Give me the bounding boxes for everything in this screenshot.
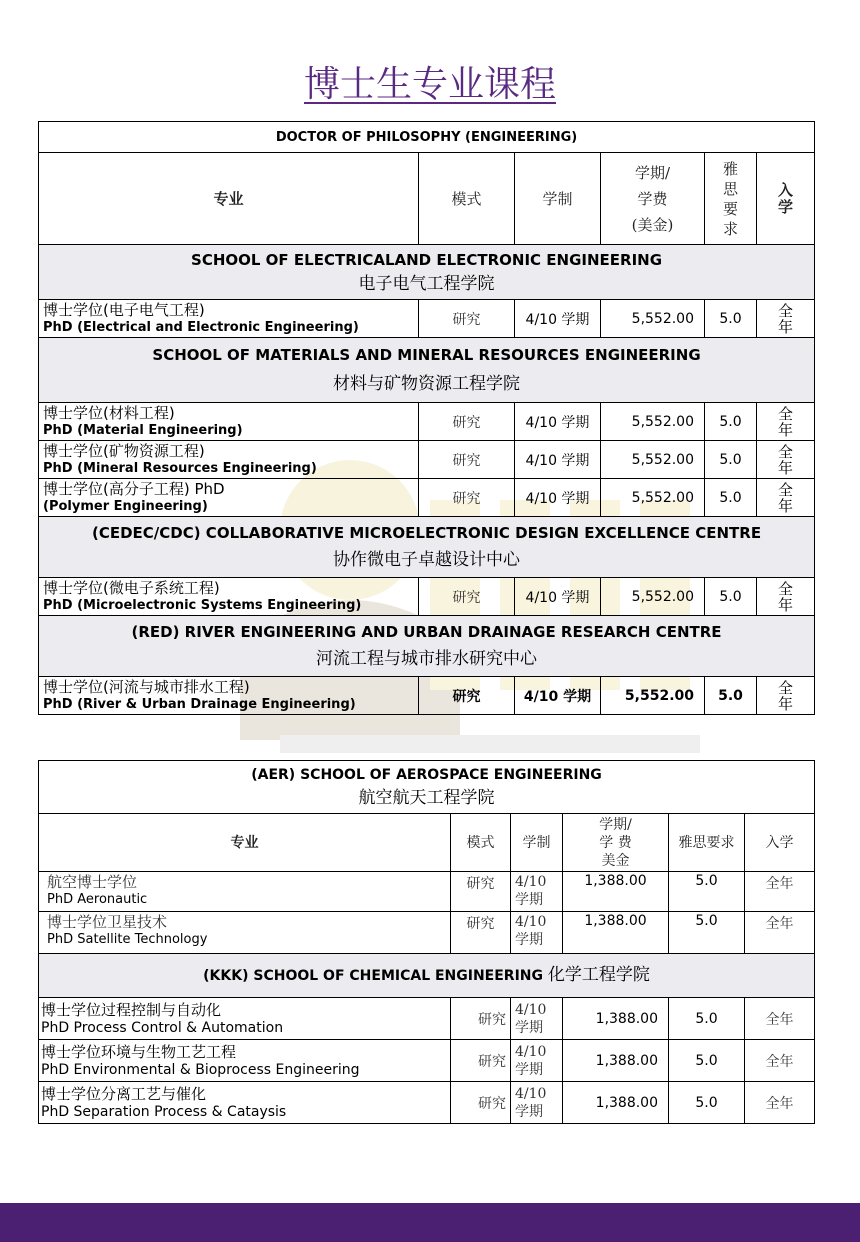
header-ielts — [705, 153, 757, 245]
aer-title-zh: 航空航天工程学院 — [358, 788, 495, 808]
intake-cell — [757, 403, 815, 441]
intake-cell — [757, 578, 815, 616]
table-row — [39, 998, 815, 1040]
fee-cell: 5,552.00 — [601, 479, 705, 517]
duration-cell: 4/10 学期 — [515, 479, 601, 517]
programme-zh: 博士学位(材料工程) — [43, 404, 175, 422]
duration-cell — [511, 912, 563, 954]
mode-cell: 研究 — [419, 578, 515, 616]
header-fee-line2: 学 费 — [599, 834, 632, 851]
programme-cell — [39, 300, 419, 338]
programme-en: PhD Process Control & Automation — [41, 1020, 284, 1036]
intake-char: 全 — [778, 579, 794, 598]
mode-cell: 研究 — [419, 441, 515, 479]
ielts-cell: 5.0 — [669, 872, 745, 912]
table-row — [39, 1040, 815, 1082]
intake-char: 年 — [778, 458, 794, 477]
mode-cell: 研究 — [451, 1040, 511, 1082]
programme-zh: 博士学位过程控制与自动化 — [41, 1001, 222, 1019]
header-ielts-char: 求 — [722, 219, 738, 238]
programme-zh: 博士学位环境与生物工艺工程 — [41, 1043, 237, 1061]
programme-zh: 航空博士学位 — [47, 873, 138, 891]
header-intake-char: 学 — [778, 197, 794, 216]
intake-char: 全 — [778, 480, 794, 499]
header-programme: 专业 — [39, 153, 419, 245]
programme-zh: 博士学位(高分子工程) PhD — [43, 480, 225, 498]
fee-cell: 1,388.00 — [563, 912, 669, 954]
header-fee-line3: 美金 — [601, 852, 630, 869]
duration-cell — [511, 872, 563, 912]
programme-cell — [39, 403, 419, 441]
ielts-cell: 5.0 — [669, 1040, 745, 1082]
intake-char: 全 — [778, 404, 794, 423]
mode-cell: 研究 — [419, 300, 515, 338]
duration-value: 4/10 — [515, 1085, 547, 1102]
header-fee-line2: 学费 — [637, 189, 668, 208]
intake-char: 年 — [778, 496, 794, 515]
section-name-zh: 电子电气工程学院 — [358, 274, 495, 294]
ielts-cell: 5.0 — [705, 441, 757, 479]
programme-en: PhD Environmental & Bioprocess Engineering — [41, 1062, 360, 1078]
duration-value: 4/10 — [515, 914, 547, 930]
programme-cell — [39, 998, 451, 1040]
ielts-cell: 5.0 — [669, 1082, 745, 1124]
duration-unit: 学期 — [515, 1103, 543, 1120]
duration-value: 4/10 — [515, 1001, 547, 1018]
header-fee-line1: 学期/ — [634, 163, 671, 182]
mode-cell: 研究 — [451, 912, 511, 954]
programme-cell — [39, 479, 419, 517]
ielts-cell: 5.0 — [705, 300, 757, 338]
duration-cell: 4/10 学期 — [515, 441, 601, 479]
fee-cell: 5,552.00 — [601, 677, 705, 715]
programme-cell — [39, 1040, 451, 1082]
intake-cell — [757, 479, 815, 517]
fee-cell: 1,388.00 — [563, 1082, 669, 1124]
header-mode: 模式 — [451, 814, 511, 872]
section-banner — [39, 245, 815, 300]
section-name-zh: 河流工程与城市排水研究中心 — [316, 649, 538, 669]
ielts-cell: 5.0 — [705, 479, 757, 517]
fee-cell: 1,388.00 — [563, 1040, 669, 1082]
programme-en: PhD (River & Urban Drainage Engineering) — [43, 697, 356, 712]
ielts-cell: 5.0 — [705, 578, 757, 616]
header-intake — [757, 153, 815, 245]
page-title: 博士生专业课程 — [303, 64, 556, 105]
duration-value: 4/10 — [515, 1043, 547, 1060]
duration-cell: 4/10 学期 — [515, 677, 601, 715]
programme-cell — [39, 912, 451, 954]
mode-cell: 研究 — [419, 677, 515, 715]
programme-en: PhD (Electrical and Electronic Engineering) — [43, 320, 359, 335]
programme-en: PhD (Microelectronic Systems Engineering) — [43, 598, 362, 613]
table-title: DOCTOR OF PHILOSOPHY (ENGINEERING) — [39, 122, 815, 153]
programme-cell — [39, 441, 419, 479]
fee-cell: 5,552.00 — [601, 578, 705, 616]
kkk-banner — [39, 954, 815, 998]
duration-value: 4/10 — [515, 874, 547, 890]
fee-cell: 5,552.00 — [601, 441, 705, 479]
duration-unit: 学期 — [515, 892, 543, 908]
programme-zh: 博士学位(电子电气工程) — [43, 301, 205, 319]
aerospace-chemical-table — [38, 760, 815, 1124]
intake-cell: 全年 — [745, 998, 815, 1040]
section-banner — [39, 517, 815, 578]
programme-en: PhD Satellite Technology — [47, 932, 208, 947]
header-fee — [563, 814, 669, 872]
section-banner — [39, 616, 815, 677]
header-ielts-char: 要 — [722, 199, 738, 218]
header-ielts-char: 雅 — [722, 159, 738, 178]
header-ielts: 雅思要求 — [669, 814, 745, 872]
section-name-en: SCHOOL OF ELECTRICALAND ELECTRONIC ENGINEERING — [191, 251, 663, 269]
mode-cell: 研究 — [419, 403, 515, 441]
fee-cell: 5,552.00 — [601, 300, 705, 338]
intake-cell — [757, 677, 815, 715]
header-fee-line3: (美金) — [631, 215, 674, 234]
mode-cell: 研究 — [451, 998, 511, 1040]
duration-cell — [511, 1082, 563, 1124]
table-row — [39, 1082, 815, 1124]
intake-char: 年 — [778, 694, 794, 713]
programme-zh: 博士学位(河流与城市排水工程) — [43, 678, 250, 696]
programme-en: PhD (Mineral Resources Engineering) — [43, 461, 317, 476]
duration-unit: 学期 — [515, 1061, 543, 1078]
duration-cell — [511, 998, 563, 1040]
intake-cell: 全年 — [745, 1082, 815, 1124]
header-ielts-char: 思 — [722, 179, 738, 198]
programme-en: PhD Separation Process & Cataysis — [41, 1104, 287, 1120]
intake-cell: 全年 — [745, 872, 815, 912]
duration-cell: 4/10 学期 — [515, 578, 601, 616]
programme-zh: 博士学位(微电子系统工程) — [43, 579, 220, 597]
fee-cell: 1,388.00 — [563, 872, 669, 912]
duration-unit: 学期 — [515, 1019, 543, 1036]
intake-char: 全 — [778, 442, 794, 461]
header-fee — [601, 153, 705, 245]
kkk-title-en: (KKK) SCHOOL OF CHEMICAL ENGINEERING — [203, 968, 544, 984]
header-intake: 入学 — [745, 814, 815, 872]
intake-cell: 全年 — [745, 912, 815, 954]
duration-cell: 4/10 学期 — [515, 403, 601, 441]
footer-bar — [0, 1203, 860, 1242]
header-fee-line1: 学期/ — [599, 816, 632, 833]
header-programme: 专业 — [39, 814, 451, 872]
duration-cell — [511, 1040, 563, 1082]
section-name-en: SCHOOL OF MATERIALS AND MINERAL RESOURCES ENGINEERING — [152, 346, 701, 364]
ielts-cell: 5.0 — [669, 912, 745, 954]
programme-en: PhD (Material Engineering) — [43, 423, 243, 438]
mode-cell: 研究 — [419, 479, 515, 517]
section-banner — [39, 338, 815, 403]
programme-en: PhD Aeronautic — [47, 892, 148, 907]
ielts-cell: 5.0 — [705, 403, 757, 441]
header-mode: 模式 — [419, 153, 515, 245]
header-intake-char: 入 — [778, 180, 794, 199]
table-row — [39, 441, 815, 479]
programme-cell — [39, 677, 419, 715]
programme-cell — [39, 1082, 451, 1124]
aer-banner — [39, 761, 815, 814]
programme-cell — [39, 578, 419, 616]
programme-zh: 博士学位卫星技术 — [47, 913, 168, 931]
intake-char: 全 — [778, 678, 794, 697]
fee-cell: 5,552.00 — [601, 403, 705, 441]
kkk-title-zh: 化学工程学院 — [547, 965, 650, 985]
header-duration: 学制 — [515, 153, 601, 245]
section-name-en: (RED) RIVER ENGINEERING AND URBAN DRAINAGE RESEARCH CENTRE — [131, 623, 722, 641]
programme-zh: 博士学位(矿物资源工程) — [43, 442, 205, 460]
intake-cell — [757, 300, 815, 338]
mode-cell: 研究 — [451, 872, 511, 912]
intake-char: 年 — [778, 317, 794, 336]
phd-engineering-table — [38, 121, 815, 715]
table-row — [39, 479, 815, 517]
header-duration: 学制 — [511, 814, 563, 872]
ielts-cell: 5.0 — [669, 998, 745, 1040]
table-row — [39, 300, 815, 338]
intake-cell — [757, 441, 815, 479]
table-row — [39, 578, 815, 616]
section-name-en: (CEDEC/CDC) COLLABORATIVE MICROELECTRONIC DESIGN EXCELLENCE CENTRE — [91, 524, 762, 542]
intake-char: 全 — [778, 301, 794, 320]
intake-char: 年 — [778, 420, 794, 439]
table-row — [39, 912, 815, 954]
fee-cell: 1,388.00 — [563, 998, 669, 1040]
section-name-zh: 协作微电子卓越设计中心 — [333, 550, 521, 570]
table-row — [39, 403, 815, 441]
intake-cell: 全年 — [745, 1040, 815, 1082]
duration-unit: 学期 — [515, 932, 543, 948]
aer-title-en: (AER) SCHOOL OF AEROSPACE ENGINEERING — [251, 767, 602, 783]
programme-cell — [39, 872, 451, 912]
table-row — [39, 677, 815, 715]
table-row — [39, 872, 815, 912]
duration-cell: 4/10 学期 — [515, 300, 601, 338]
section-name-zh: 材料与矿物资源工程学院 — [333, 374, 521, 394]
ielts-cell: 5.0 — [705, 677, 757, 715]
intake-char: 年 — [778, 595, 794, 614]
programme-en: (Polymer Engineering) — [43, 499, 208, 514]
programme-zh: 博士学位分离工艺与催化 — [41, 1085, 207, 1103]
mode-cell: 研究 — [451, 1082, 511, 1124]
